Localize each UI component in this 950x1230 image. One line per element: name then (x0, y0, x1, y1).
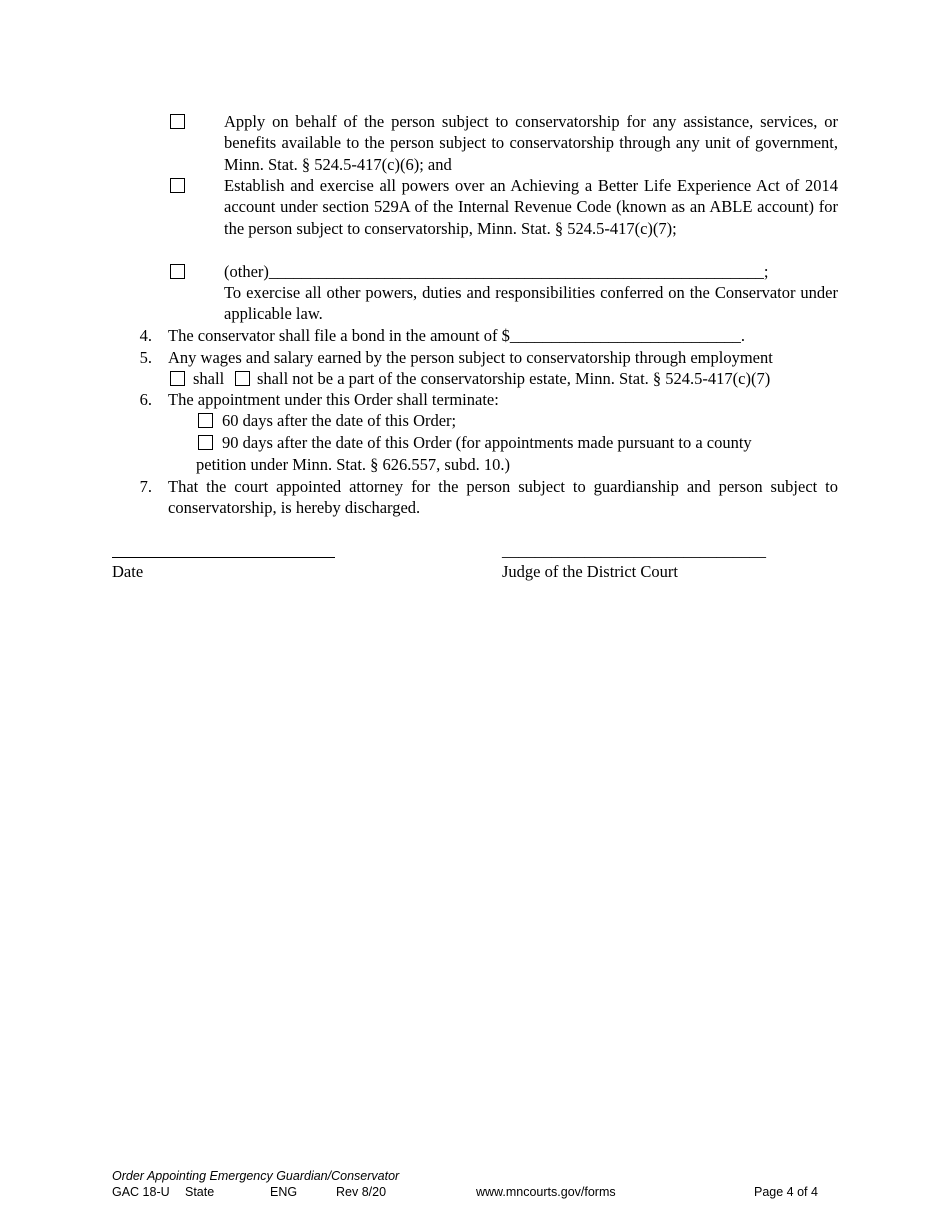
item-5-text: Any wages and salary earned by the person subject to conservatorship through employment (168, 348, 773, 367)
power-1-checkbox[interactable] (170, 114, 185, 129)
footer-form-title: Order Appointing Emergency Guardian/Conservator (112, 1169, 400, 1183)
item-6-text: The appointment under this Order shall terminate: (168, 390, 499, 409)
judge-label: Judge of the District Court (502, 562, 678, 581)
footer-form-code: GAC 18-U (112, 1185, 170, 1199)
item-4-text: The conservator shall file a bond in the amount of $____________________________. (168, 326, 745, 345)
terminate-90-checkbox[interactable] (198, 435, 213, 450)
footer-jurisdiction: State (185, 1185, 215, 1199)
footer-language: ENG (270, 1185, 298, 1199)
judge-signature-line: ________________________________ (502, 541, 766, 560)
power-other-checkbox[interactable] (170, 264, 185, 279)
power-1-text: Apply on behalf of the person subject to conservatorship for any assistance, services, or benefits available to the person subject to conservatorship through any unit of government, Minn. Stat. § 524.5-417(c)(6); and (224, 112, 838, 174)
power-2-checkbox[interactable] (170, 178, 185, 193)
wages-shall-not-label: shall not be a part of the conservatorship estate, Minn. Stat. § 524.5-417(c)(7) (257, 369, 771, 388)
terminate-60-checkbox[interactable] (198, 413, 213, 428)
other-powers-text: To exercise all other powers, duties and responsibilities conferred on the Conservator under applicable law. (224, 283, 838, 324)
item-7-text: That the court appointed attorney for the person subject to guardianship and person subject to conservatorship, is hereby discharged. (168, 477, 838, 518)
item-4-number: 4. (139, 326, 152, 345)
terminate-60-label: 60 days after the date of this Order; (222, 411, 457, 430)
date-signature-line (112, 557, 335, 558)
footer-revision: Rev 8/20 (336, 1185, 387, 1199)
item-7-number: 7. (139, 477, 152, 496)
wages-shall-checkbox[interactable] (170, 371, 185, 386)
wages-shall-not-checkbox[interactable] (235, 371, 250, 386)
date-label: Date (112, 562, 144, 581)
footer-page-number: Page 4 of 4 (754, 1185, 818, 1199)
wages-shall-label: shall (193, 369, 225, 388)
item-5-number: 5. (139, 348, 152, 367)
footer-website[interactable]: www.mncourts.gov/forms (476, 1185, 616, 1199)
terminate-90-label-line1: 90 days after the date of this Order (for appointments made pursuant to a county (222, 433, 752, 452)
item-6-number: 6. (139, 390, 152, 409)
power-2-text: Establish and exercise all powers over an Achieving a Better Life Experience Act of 2014 account under section 529A of the Internal Revenue Code (known as an ABLE account) for the person subject to conservatorship, Minn. Stat. § 524.5-417(c)(7); (224, 176, 838, 238)
power-other-text: (other)____________________________________________________________; (224, 262, 769, 281)
terminate-90-label-line2: petition under Minn. Stat. § 626.557, subd. 10.) (196, 455, 510, 474)
